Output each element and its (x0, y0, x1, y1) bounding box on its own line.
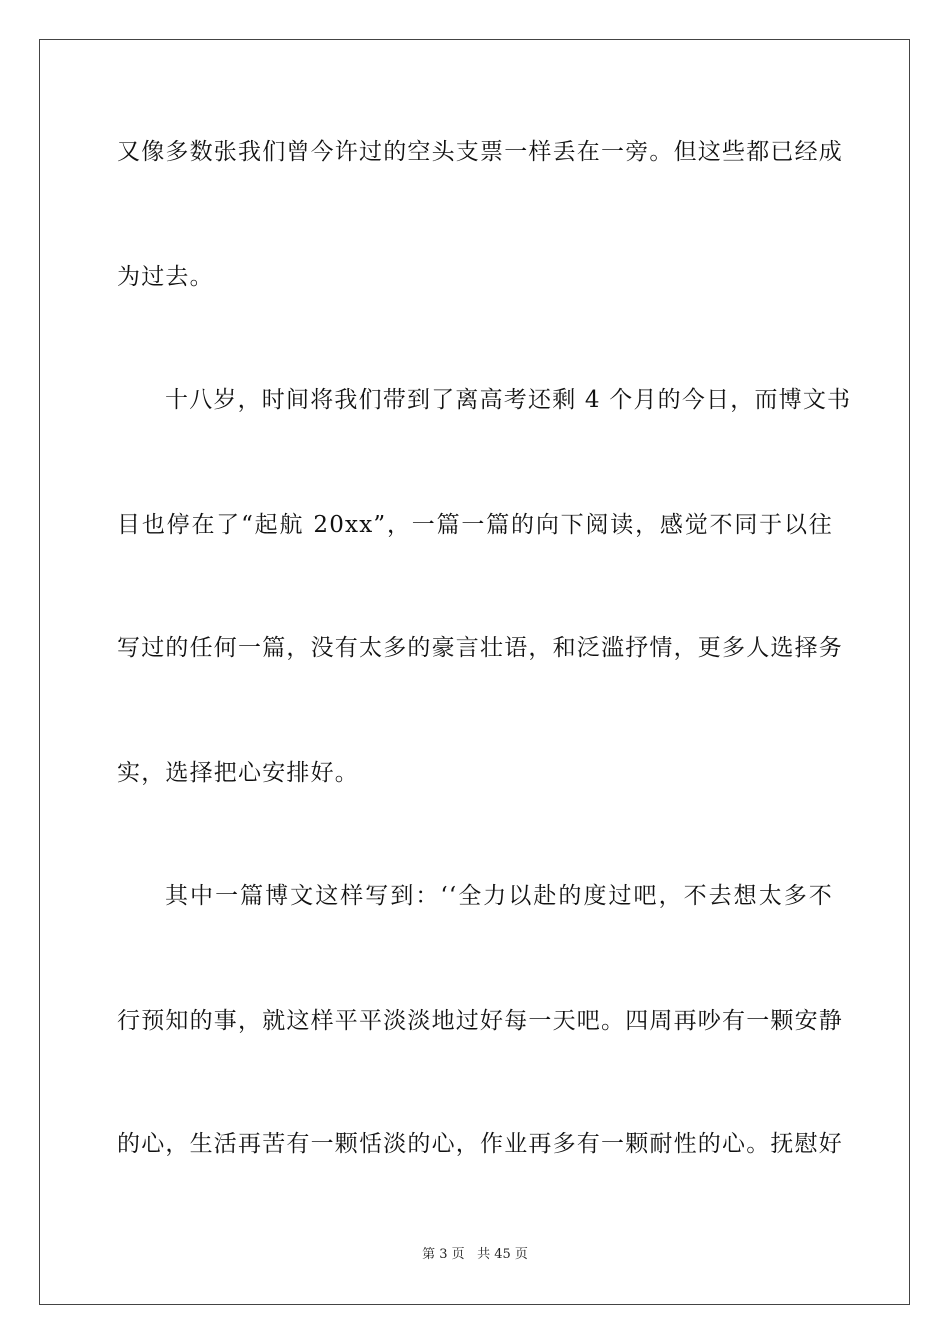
page-number: 第 3 页 (422, 1247, 465, 1262)
paragraph-line: 目也停在了“起航 20xx”，一篇一篇的向下阅读，感觉不同于以往 (117, 512, 833, 538)
paragraph-line: 十八岁，时间将我们带到了离高考还剩 4 个月的今日，而博文书 (165, 387, 852, 413)
paragraph-line: 行预知的事，就这样平平淡淡地过好每一天吧。四周再吵有一颗安静 (117, 1008, 843, 1034)
total-pages: 共 45 页 (477, 1247, 528, 1262)
page-footer (0, 1247, 950, 1263)
paragraph-line: 实，选择把心安排好。 (117, 760, 359, 786)
paragraph-line: 的心，生活再苦有一颗恬淡的心，作业再多有一颗耐性的心。抚慰好 (117, 1131, 843, 1157)
paragraph-line: 又像多数张我们曾今许过的空头支票一样丢在一旁。但这些都已经成 (117, 139, 843, 165)
paragraph-line: 写过的任何一篇，没有太多的豪言壮语，和泛滥抒情，更多人选择务 (117, 635, 843, 661)
paragraph-line: 其中一篇博文这样写到：‘‘全力以赴的度过吧，不去想太多不 (165, 883, 833, 909)
paragraph-line: 为过去。 (117, 264, 214, 290)
page-border (39, 39, 910, 1305)
